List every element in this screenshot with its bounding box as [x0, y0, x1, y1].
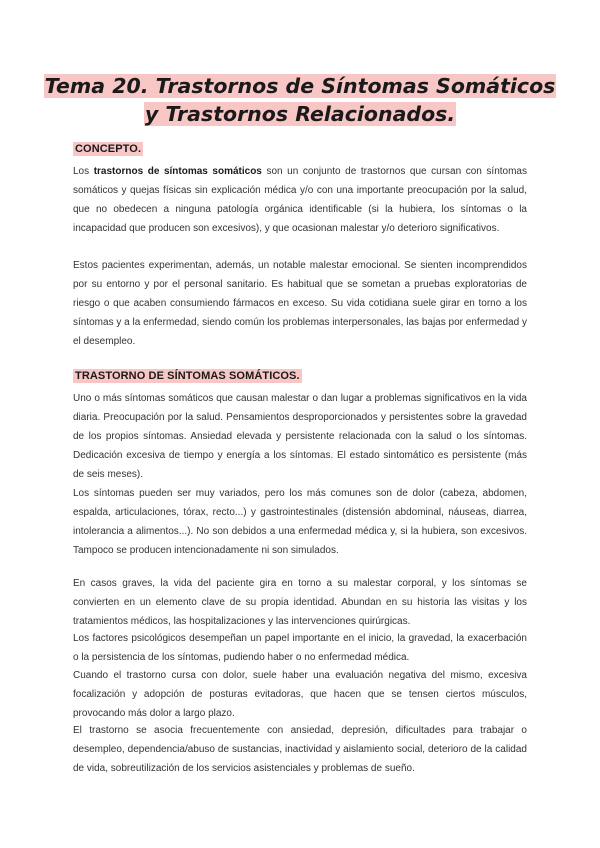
- section-heading-trastorno: TRASTORNO DE SÍNTOMAS SOMÁTICOS.: [75, 370, 300, 382]
- trastorno-paragraph-5: Cuando el trastorno cursa con dolor, suele haber una evaluación negativa del mismo, excesiva focalización y adopción de posturas evitadoras, que hacen que se tensen ciertos músculos, provocando más dolor a largo plazo.: [73, 670, 527, 719]
- trastorno-paragraph-6: El trastorno se asocia frecuentemente con ansiedad, depresión, dificultades para trabajar o desempleo, dependencia/abuso de sustancias, inactividad y aislamiento social, deterioro de la calidad de vida, sobreutilización de los servicios asistenciales y problemas de sueño.: [73, 725, 527, 774]
- trastorno-paragraph-4: Los factores psicológicos desempeñan un papel importante en el inicio, la gravedad, la exacerbación o la persistencia de los síntomas, pudiendo haber o no enfermedad médica.: [73, 633, 527, 663]
- title-line-1: Tema 20. Trastornos de Síntomas Somáticos: [44, 74, 556, 98]
- trastorno-paragraph-1: Uno o más síntomas somáticos que causan malestar o dan lugar a problemas significativos en la vida diaria. Preocupación por la salud. Pensamientos desproporcionados y persistentes sobre la gravedad de los propios síntomas. Ansiedad elevada y persistente relacionada con la salud o los síntomas. Dedicación excesiva de tiempo y energía a los síntomas. El estado sintomático es persistente (más de seis meses).: [73, 393, 527, 480]
- bold-term: trastornos de síntomas somáticos: [93, 166, 262, 177]
- document-title: [40, 72, 560, 128]
- trastorno-paragraph-3: En casos graves, la vida del paciente gira en torno a su malestar corporal, y los síntomas se convierten en un elemento clave de su propia identidad. Abundan en su historia las visitas y los tratamientos médicos, las hospitalizaciones y las intervenciones quirúrgicas.: [73, 578, 527, 627]
- concepto-paragraph-1: Los trastornos de síntomas somáticos son un conjunto de trastornos que cursan con síntomas somáticos y quejas físicas sin explicación médica y/o con una importante preocupación por la salud, que no obedecen a ninguna patología orgánica identificable (si la hubiera, los síntomas o la incapacidad que producen son excesivos), y que ocasionan malestar y/o deterioro significativos.: [73, 166, 527, 234]
- title-line-2: y Trastornos Relacionados.: [144, 102, 456, 126]
- trastorno-paragraph-2: Los síntomas pueden ser muy variados, pero los más comunes son de dolor (cabeza, abdomen, espalda, articulaciones, tórax, recto...) y gastrointestinales (distensión abdominal, náuseas, diarrea, intolerancia a alimentos...). No son debidos a una enfermedad médica y, si la hubiera, son excesivos. Tampoco se producen intencionadamente ni son simulados.: [73, 488, 527, 556]
- section-heading-concepto: CONCEPTO.: [75, 143, 142, 155]
- concepto-paragraph-2: Estos pacientes experimentan, además, un notable malestar emocional. Se sienten incomprendidos por su entorno y por el personal sanitario. Es habitual que se sometan a pruebas exploratorias de riesgo o que acaben consumiendo fármacos en exceso. Su vida cotidiana suele girar en torno a los síntomas y a la enfermedad, siendo común los problemas interpersonales, las bajas por enfermedad y el desempleo.: [73, 260, 527, 347]
